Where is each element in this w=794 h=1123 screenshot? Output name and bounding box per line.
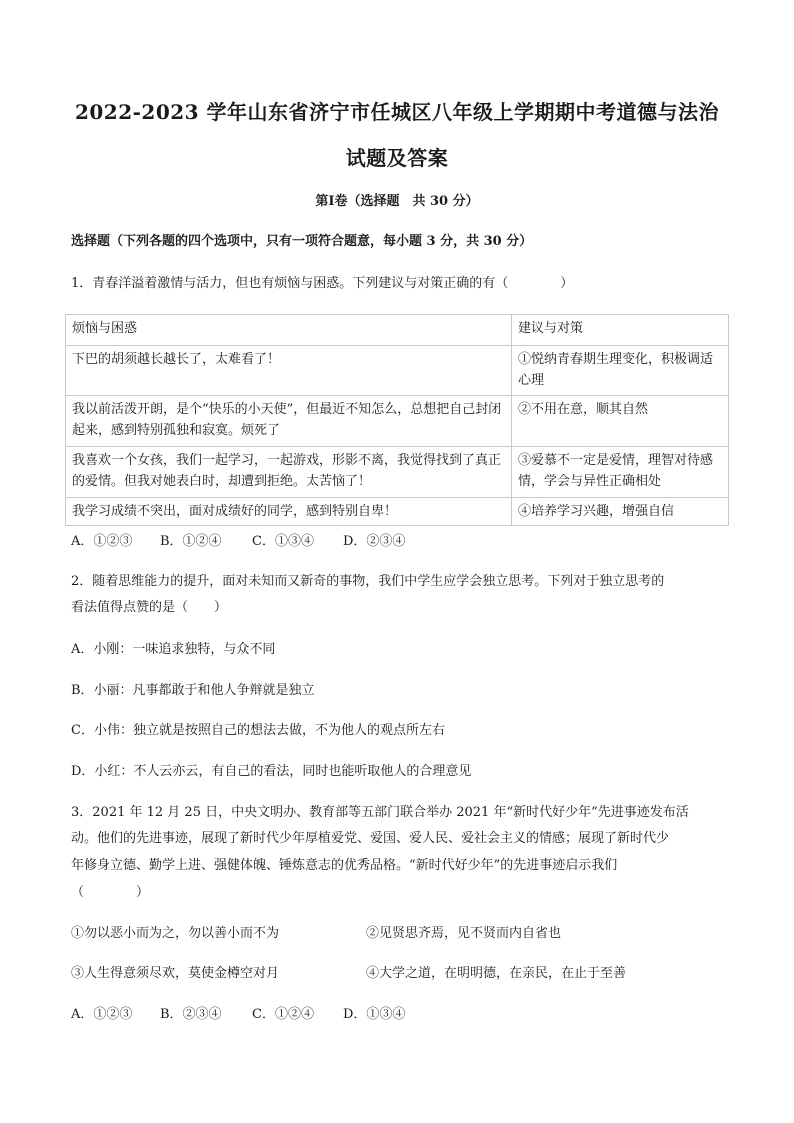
q3-item-3: ③人生得意须尽欢，莫使金樽空对月 (71, 966, 280, 981)
q1-table (65, 314, 729, 526)
q3-item-1: ①勿以恶小而为之，勿以善小而不为 (71, 926, 280, 941)
table-header-row (66, 315, 729, 346)
table-cell: 我以前活泼开朗，是个“快乐的小天使”，但最近不知怎么，总想把自己封闭起来，感到特别孤独和寂寞。烦死了 (66, 396, 512, 447)
q3-stem-line4: （ ） (71, 885, 150, 900)
document-title-line2: 试题及答案 (345, 146, 449, 170)
table-row (66, 346, 729, 396)
q3-item-4: ④大学之道，在明明德，在亲民，在止于至善 (366, 966, 627, 981)
q3-option-c: C．①②④ (252, 1007, 314, 1022)
q1-stem: 1．青春洋溢着激情与活力，但也有烦恼与困惑。下列建议与对策正确的有（ ） (71, 276, 574, 291)
table-row (66, 396, 729, 447)
q1-option-a: A．①②③ (71, 534, 133, 549)
table-cell: ③爱慕不一定是爱情，理智对待感情，学会与异性正确相处 (512, 447, 729, 498)
table-cell: 我学习成绩不突出，面对成绩好的同学，感到特别自卑！ (66, 498, 512, 526)
q1-option-c: C．①③④ (252, 534, 314, 549)
table-cell: ①悦纳青春期生理变化，积极调适心理 (512, 346, 729, 396)
q2-stem-line1: 2．随着思维能力的提升，面对未知而又新奇的事物，我们中学生应学会独立思考。下列对于独立思考的 (71, 574, 665, 589)
table-cell: 我喜欢一个女孩，我们一起学习，一起游戏，形影不离，我觉得找到了真正的爱情。但我对她表白时，却遭到拒绝。太苦恼了！ (66, 447, 512, 498)
instruction-text: 选择题（下列各题的四个选项中，只有一项符合题意，每小题 3 分，共 30 分） (71, 234, 533, 249)
q2-option-a: A．小刚：一味追求独特，与众不同 (71, 642, 276, 657)
table-cell: ②不用在意，顺其自然 (512, 396, 729, 447)
q3-item-2: ②见贤思齐焉，见不贤而内自省也 (366, 926, 562, 941)
table-header-cell: 建议与对策 (512, 315, 729, 346)
q2-option-b: B．小丽：凡事都敢于和他人争辩就是独立 (71, 683, 315, 698)
q3-option-b: B．②③④ (160, 1007, 222, 1022)
q3-stem-line2: 动。他们的先进事迹，展现了新时代少年厚植爱党、爱国、爱人民、爱社会主义的情感；展现了新时代少 (71, 831, 670, 846)
q3-stem-line1: 3．2021 年 12 月 25 日，中央文明办、教育部等五部门联合举办 2021 年“新时代好少年”先进事迹发布活 (71, 805, 689, 820)
table-header-cell: 烦恼与困惑 (66, 315, 512, 346)
q3-stem-line3: 年修身立德、勤学上进、强健体魄、锤炼意志的优秀品格。“新时代好少年”的先进事迹启示我们 (71, 858, 618, 873)
q3-option-a: A．①②③ (71, 1007, 133, 1022)
document-title-line1: 2022-2023 学年山东省济宁市任城区八年级上学期期中考道德与法治 (74, 100, 720, 124)
section-title: 第Ⅰ卷（选择题 共 30 分） (315, 194, 479, 209)
table-row (66, 447, 729, 498)
q2-option-c: C．小伟：独立就是按照自己的想法去做，不为他人的观点所左右 (71, 723, 445, 738)
q1-option-b: B．①②④ (160, 534, 222, 549)
table-cell: 下巴的胡须越长越长了，太难看了！ (66, 346, 512, 396)
q3-option-d: D．①③④ (343, 1007, 406, 1022)
q2-stem-line2: 看法值得点赞的是（ ） (71, 600, 228, 615)
q2-option-d: D．小红：不人云亦云，有自己的看法，同时也能听取他人的合理意见 (71, 764, 472, 779)
q1-option-d: D．②③④ (343, 534, 406, 549)
table-row (66, 498, 729, 526)
table-cell: ④培养学习兴趣，增强自信 (512, 498, 729, 526)
